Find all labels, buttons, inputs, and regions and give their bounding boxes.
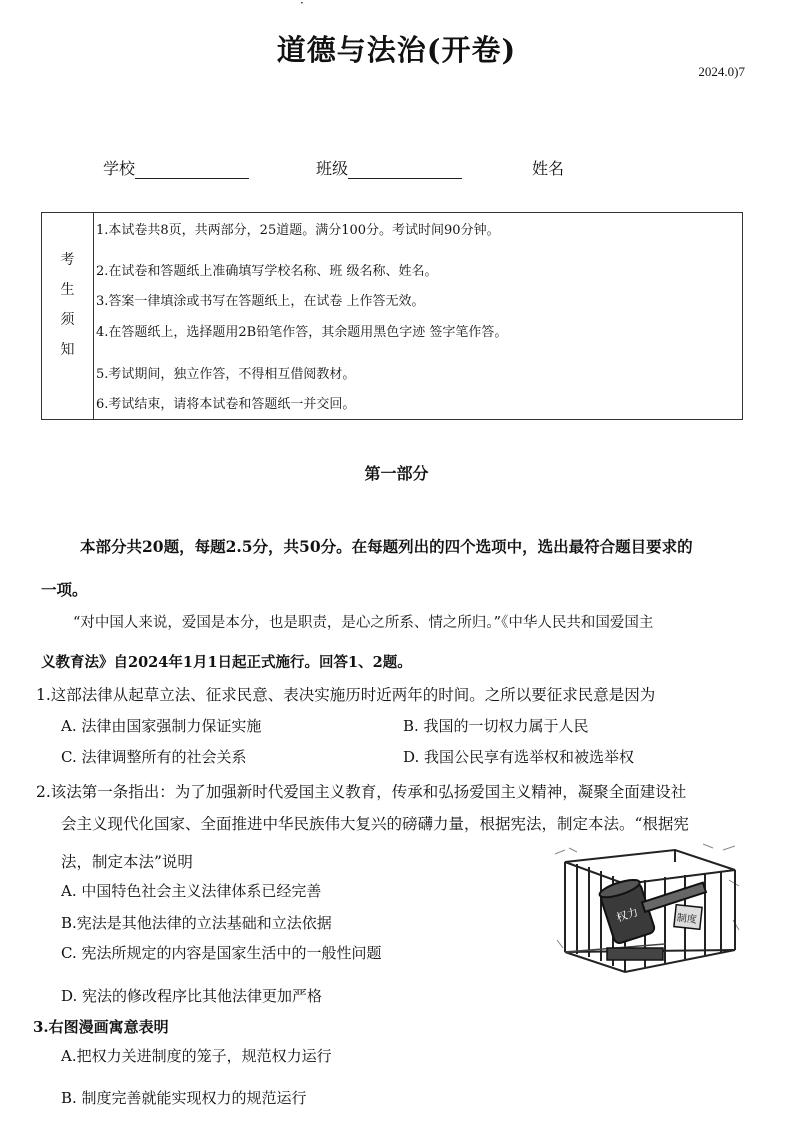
notice-label	[42, 213, 94, 419]
notice-label-char: 知	[60, 342, 75, 358]
class-blank[interactable]	[348, 160, 462, 179]
cage-cartoon	[553, 840, 741, 978]
question-3-stem: 3.右图漫画寓意表明	[33, 1018, 169, 1036]
class-field	[316, 156, 462, 179]
q2-option-d[interactable]: D. 宪法的修改程序比其他法律更加严格	[61, 987, 323, 1005]
q1-option-a[interactable]: A. 法律由国家强制力保证实施	[61, 717, 262, 735]
q3-option-b[interactable]: B. 制度完善就能实现权力的规范运行	[61, 1089, 307, 1107]
notice-box	[41, 212, 743, 420]
top-dot: ·	[300, 0, 304, 10]
q3-option-a[interactable]: A.把权力关进制度的笼子，规范权力运行	[61, 1047, 332, 1065]
page-title: 道德与法治(开卷)	[276, 33, 517, 67]
name-label: 姓名	[532, 159, 565, 178]
school-blank[interactable]	[135, 160, 249, 179]
question-2-stem: 2.该法第一条指出：为了加强新时代爱国主义教育，传承和弘扬爱国主义精神，凝聚全面建设社	[36, 783, 687, 801]
class-label: 班级	[316, 159, 349, 178]
passage-cont: 义教育法》自2024年1月1日起正式施行。回答1、2题。	[41, 654, 412, 671]
school-label: 学校	[103, 159, 136, 178]
notice-item: 1.本试卷共8页，共两部分，25道题。满分100分。考试时间90分钟。	[96, 223, 500, 238]
q1-option-b[interactable]: B. 我国的一切权力属于人民	[403, 717, 589, 735]
cartoon-label-system: 制度	[676, 912, 698, 926]
cage-illustration	[553, 840, 741, 978]
notice-item: 6.考试结束，请将本试卷和答题纸一并交回。	[96, 397, 356, 412]
notice-label-char: 须	[60, 312, 75, 328]
exam-date: 2024.0)7	[698, 64, 745, 79]
notice-item: 3.答案一律填涂或书写在答题纸上，在试卷 上作答无效。	[96, 294, 425, 309]
notice-item: 4.在答题纸上，选择题用2B铅笔作答，其余题用黑色字迹 签字笔作答。	[96, 325, 508, 340]
notice-item: 5.考试期间，独立作答，不得相互借阅教材。	[96, 367, 356, 382]
section-heading: 第一部分	[364, 464, 429, 483]
q2-option-b[interactable]: B.宪法是其他法律的立法基础和立法依据	[61, 914, 332, 932]
notice-item: 2.在试卷和答题纸上准确填写学校名称、班 级名称、姓名。	[96, 264, 438, 279]
notice-label-char: 考	[60, 252, 75, 268]
cartoon-label-power: 权力	[614, 905, 640, 925]
question-2-stem-end: 法，制定本法”说明	[61, 853, 193, 871]
q2-option-a[interactable]: A. 中国特色社会主义法律体系已经完善	[61, 882, 322, 900]
part-intro: 本部分共20题，每题2.5分，共50分。在每题列出的四个选项中，选出最符合题目要求的	[80, 537, 693, 556]
passage: “对中国人来说，爱国是本分，也是职责，是心之所系、情之所归。”《中华人民共和国爱国主	[73, 615, 654, 631]
part-intro-cont: 一项。	[41, 580, 88, 599]
q1-option-c[interactable]: C. 法律调整所有的社会关系	[61, 748, 247, 766]
question-2-stem-cont: 会主义现代化国家、全面推进中华民族伟大复兴的磅礴力量，根据宪法，制定本法。“根据宪	[61, 815, 689, 833]
q2-option-c[interactable]: C. 宪法所规定的内容是国家生活中的一般性问题	[61, 944, 382, 962]
school-field	[103, 156, 249, 179]
q1-option-d[interactable]: D. 我国公民享有选举权和被选举权	[403, 748, 635, 766]
name-field	[532, 156, 564, 179]
question-1-stem: 1.这部法律从起草立法、征求民意、表决实施历时近两年的时间。之所以要征求民意是因为	[36, 686, 656, 704]
notice-label-char: 生	[60, 282, 75, 298]
